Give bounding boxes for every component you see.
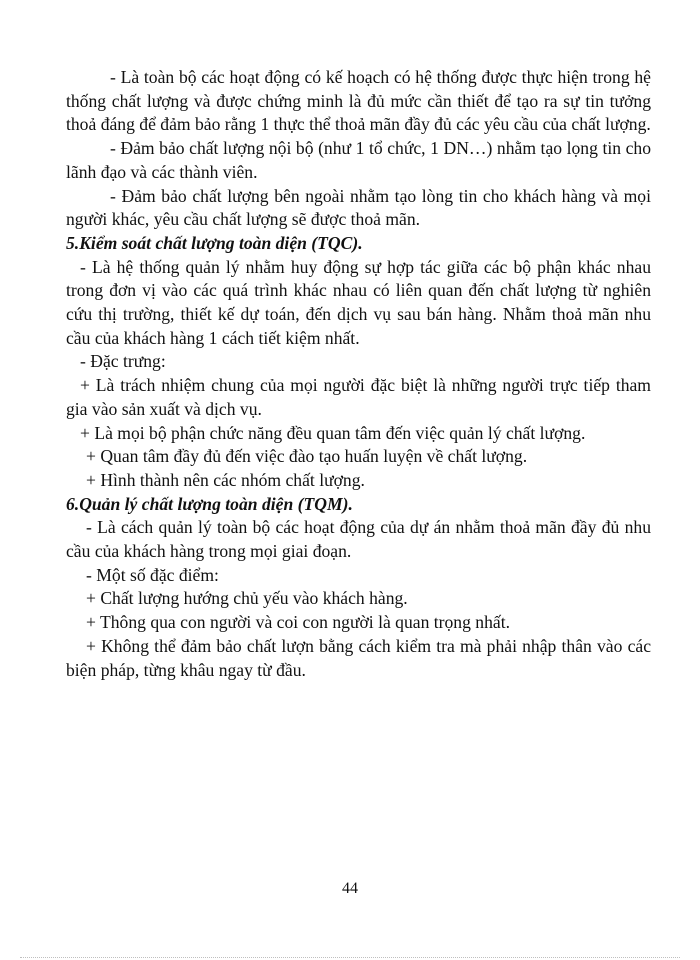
- list-item-tqc-all-departments: + Là mọi bộ phận chức năng đều quan tâm đến việc quản lý chất lượng.: [80, 422, 586, 443]
- list-item-tqm-people: + Thông qua con người và coi con người là quan trọng nhất.: [86, 612, 510, 633]
- paragraph-external-assurance: - Đảm bảo chất lượng bên ngoài nhằm tạo lòng tin cho khách hàng và mọi người khác, yêu cầu chất lượng sẽ được thoả mãn.: [66, 185, 651, 230]
- list-item-tqm-customer-focus: + Chất lượng hướng chủ yếu vào khách hàng.: [86, 588, 408, 609]
- paragraph-quality-assurance-definition: - Là toàn bộ các hoạt động có kế hoạch có hệ thống được thực hiện trong hệ thống chất lượng và được chứng minh là đủ mức cần thiết để tạo ra sự tin tưởng thoả đáng để đảm bảo rằng 1 thực thể thoả mãn đầy đủ các yêu cầu của chất lượng.: [66, 67, 651, 135]
- section-heading-tqm: 6.Quản lý chất lượng toàn diện (TQM).: [66, 493, 353, 514]
- page-content: [66, 66, 651, 682]
- paragraph-tqm-definition: - Là cách quản lý toàn bộ các hoạt động của dự án nhằm thoả mãn đầy đủ nhu cầu của khách hàng trong mọi giai đoạn.: [66, 517, 651, 562]
- page-number: 44: [342, 880, 358, 897]
- list-item-tqc-shared-responsibility: + Là trách nhiệm chung của mọi người đặc biệt là những người trực tiếp tham gia vào sản xuất và dịch vụ.: [66, 375, 651, 419]
- page-bottom-divider: [20, 957, 680, 958]
- paragraph-tqm-features-label: - Một số đặc điểm:: [86, 564, 219, 585]
- paragraph-tqc-definition: - Là hệ thống quản lý nhằm huy động sự hợp tác giữa các bộ phận khác nhau trong đơn vị vào các quá trình khác nhau có liên quan đến chất lượng từ nghiên cứu thị trường, thiết kế dự toán, đến dịch vụ sau bán hàng. Nhằm thoả mãn nhu cầu của khách hàng 1 cách tiết kiệm nhất.: [66, 256, 651, 348]
- list-item-tqc-quality-groups: + Hình thành nên các nhóm chất lượng.: [86, 469, 365, 490]
- paragraph-internal-assurance: - Đảm bảo chất lượng nội bộ (như 1 tổ chức, 1 DN…) nhằm tạo lọng tin cho lãnh đạo và các thành viên.: [66, 138, 651, 182]
- list-item-tqm-built-in-quality: + Không thể đảm bảo chất lượn bằng cách kiểm tra mà phải nhập thân vào các biện pháp, từng khâu ngay từ đầu.: [66, 635, 651, 680]
- paragraph-tqc-characteristics-label: - Đặc trưng:: [80, 351, 166, 372]
- list-item-tqc-training: + Quan tâm đầy đủ đến việc đào tạo huấn luyện về chất lượng.: [86, 446, 528, 467]
- section-heading-tqc: 5.Kiểm soát chất lượng toàn diện (TQC).: [66, 232, 363, 253]
